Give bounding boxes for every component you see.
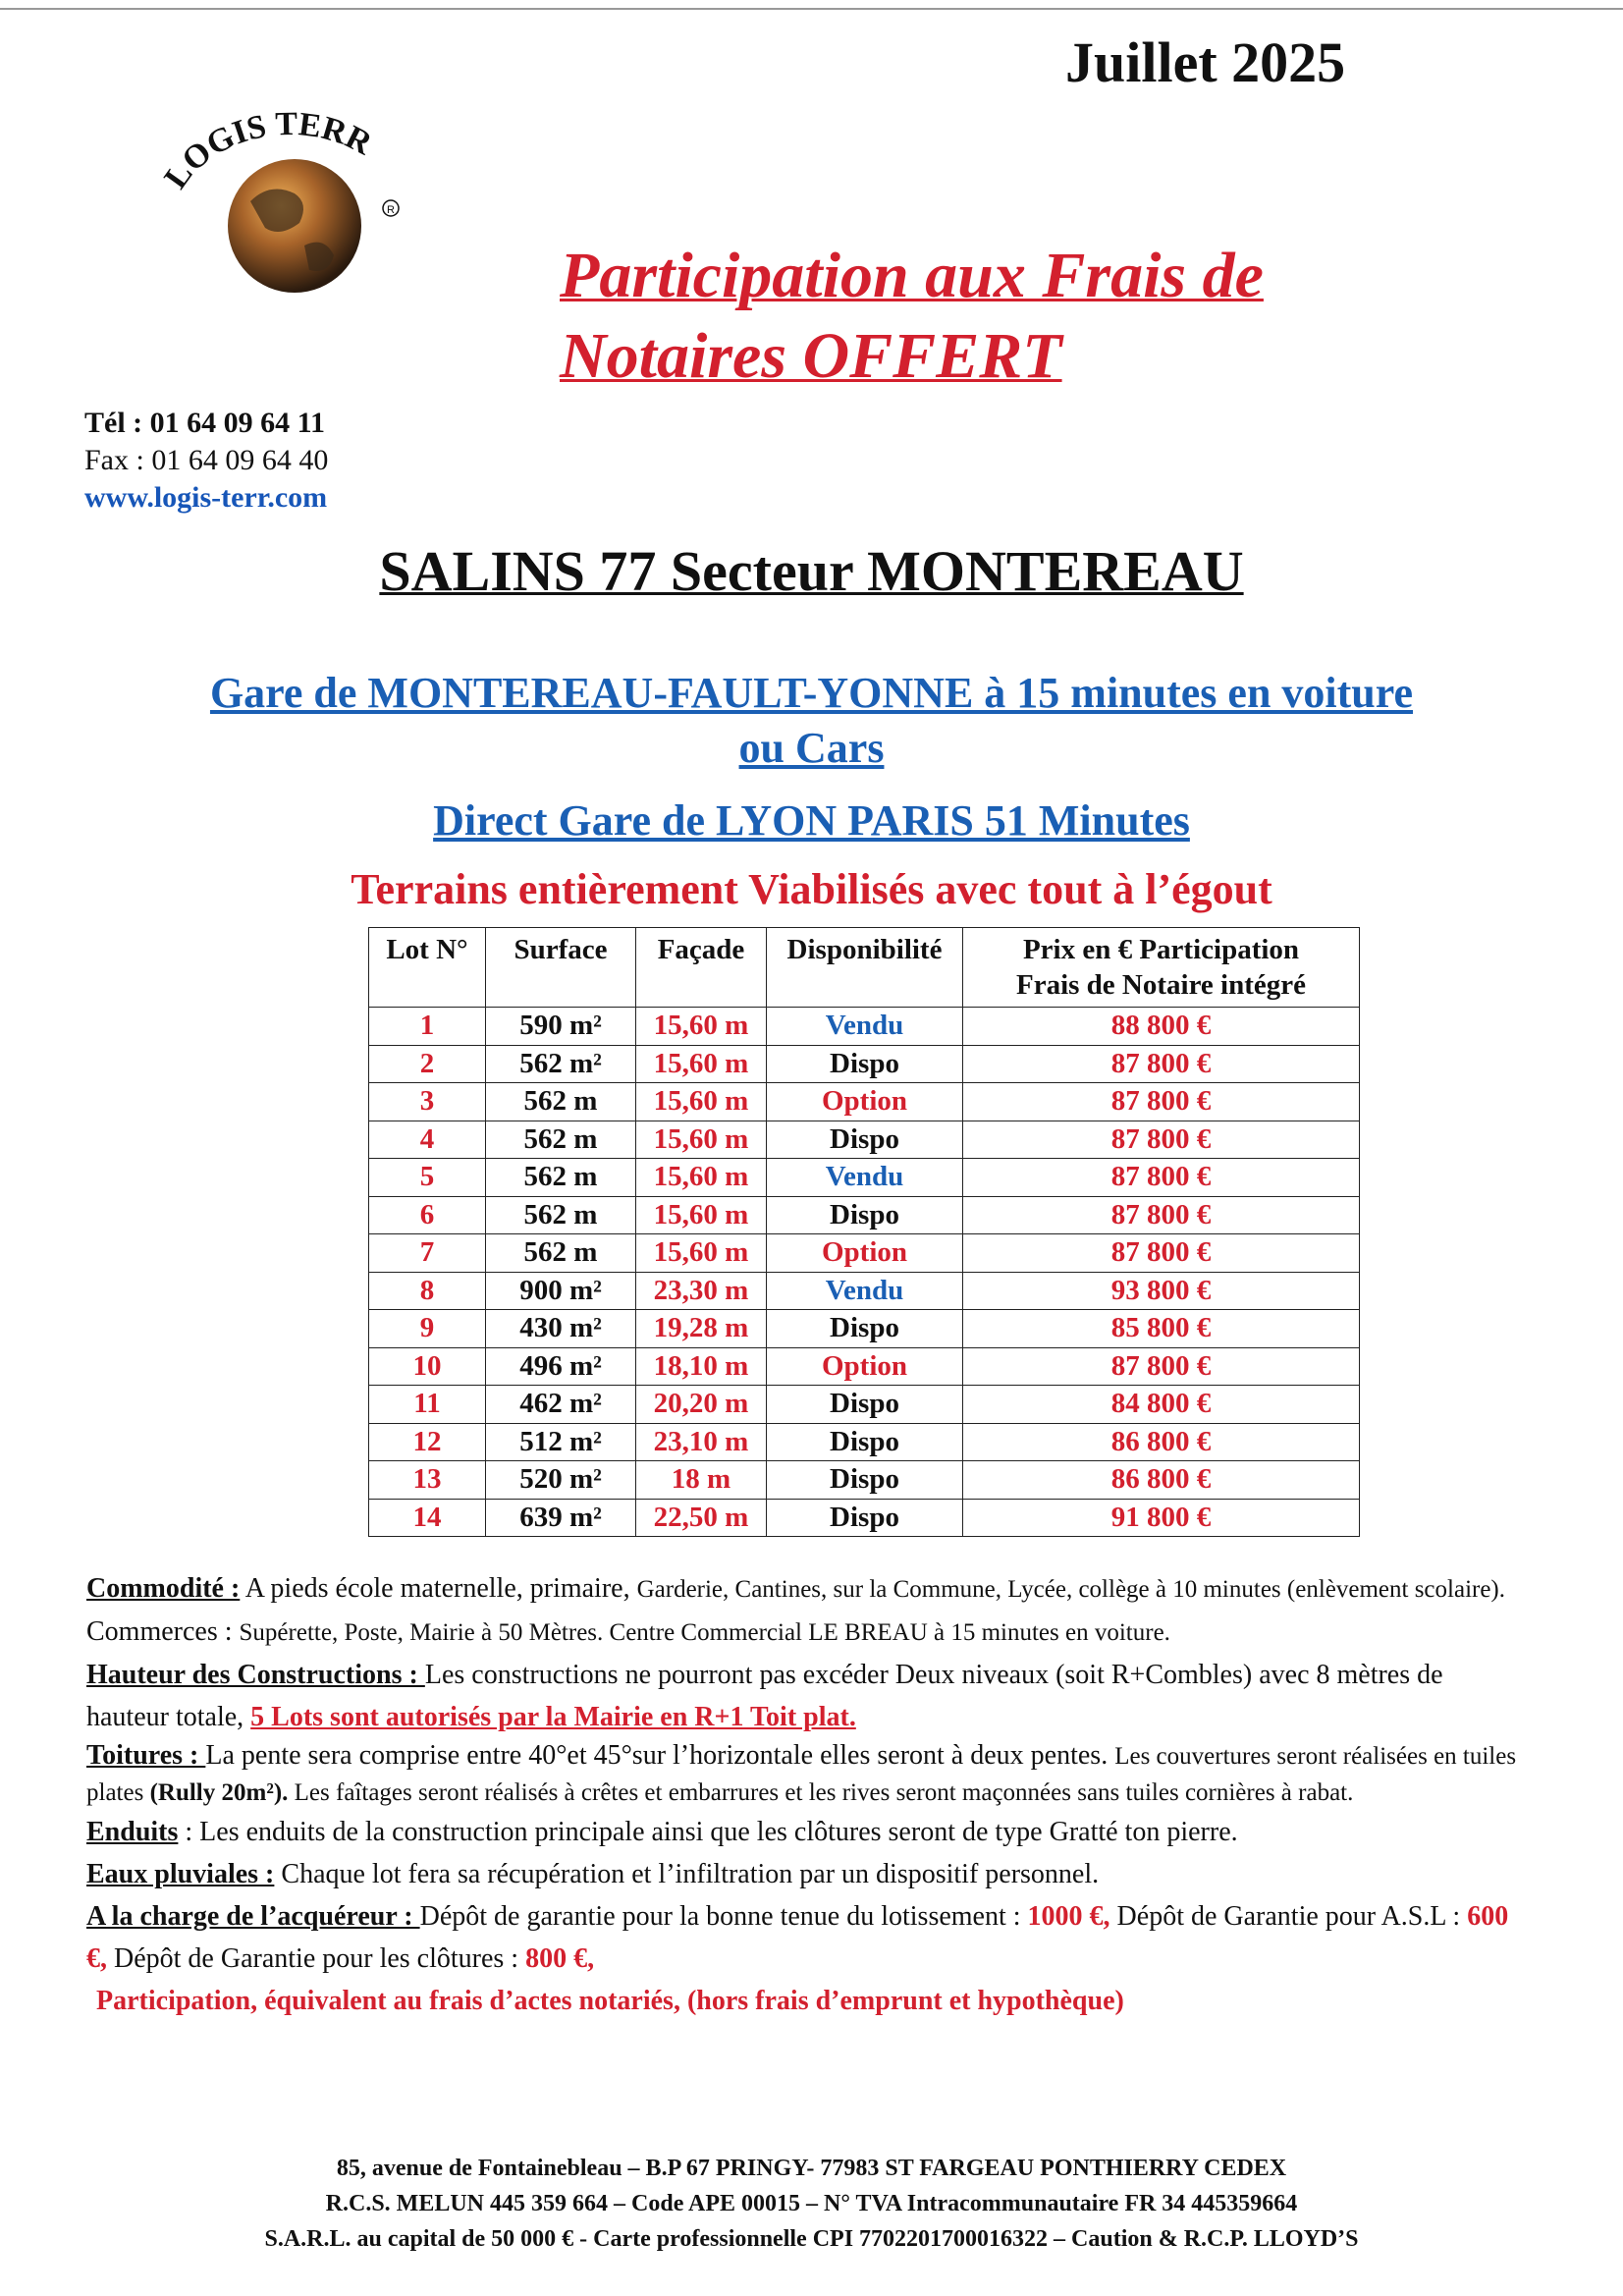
commodite-text-c: Commerces : bbox=[86, 1616, 240, 1647]
eaux-paragraph bbox=[86, 1853, 1518, 1895]
table-row bbox=[369, 1461, 1360, 1500]
cell-facade: 15,60 m bbox=[636, 1159, 767, 1197]
footer-capital: S.A.R.L. au capital de 50 000 € - Carte professionnelle CPI 7702201700016322 – Caution & R.C.P. LLOYD’S bbox=[264, 2226, 1359, 2252]
cell-price: 84 800 € bbox=[963, 1386, 1360, 1424]
cell-price: 87 800 € bbox=[963, 1196, 1360, 1234]
cell-price: 88 800 € bbox=[963, 1008, 1360, 1046]
cell-availability: Dispo bbox=[767, 1045, 963, 1083]
cell-facade: 20,20 m bbox=[636, 1386, 767, 1424]
cell-availability: Option bbox=[767, 1347, 963, 1386]
cell-lot: 5 bbox=[369, 1159, 486, 1197]
table-row bbox=[369, 1272, 1360, 1310]
svg-text:LOGIS TERR: LOGIS TERR bbox=[157, 108, 378, 196]
hauteur-paragraph bbox=[86, 1654, 1518, 1738]
cell-surface: 562 m bbox=[486, 1234, 636, 1273]
cell-lot: 3 bbox=[369, 1083, 486, 1121]
serviced-land-line: Terrains entièrement Viabilisés avec tout à l’égout bbox=[351, 865, 1272, 913]
eaux-text: Chaque lot fera sa récupération et l’infiltration par un dispositif personnel. bbox=[274, 1859, 1100, 1889]
cell-surface: 562 m bbox=[486, 1121, 636, 1159]
table-row bbox=[369, 1008, 1360, 1046]
footer-registration: R.C.S. MELUN 445 359 664 – Code APE 00015 – N° TVA Intracommunautaire FR 34 445359664 bbox=[325, 2191, 1298, 2216]
header-facade: Façade bbox=[636, 928, 767, 1008]
cell-facade: 23,30 m bbox=[636, 1272, 767, 1310]
table-row bbox=[369, 1310, 1360, 1348]
cell-availability: Option bbox=[767, 1234, 963, 1273]
header-surface: Surface bbox=[486, 928, 636, 1008]
table-row bbox=[369, 1083, 1360, 1121]
train-station-line-2: ou Cars bbox=[738, 724, 885, 772]
headline-line-2: Notaires OFFERT bbox=[560, 320, 1062, 392]
cell-price: 87 800 € bbox=[963, 1045, 1360, 1083]
toitures-paragraph bbox=[86, 1738, 1518, 1811]
cell-lot: 11 bbox=[369, 1386, 486, 1424]
eaux-label: Eaux pluviales : bbox=[86, 1859, 275, 1889]
commodite-label: Commodité : bbox=[86, 1573, 241, 1604]
cell-lot: 9 bbox=[369, 1310, 486, 1348]
cell-availability: Vendu bbox=[767, 1272, 963, 1310]
toitures-text-a: La pente sera comprise entre 40°et 45°sur l’horizontale elles seront à deux pentes. bbox=[205, 1740, 1115, 1771]
table-row bbox=[369, 1196, 1360, 1234]
footer bbox=[0, 2151, 1623, 2257]
table-row bbox=[369, 1386, 1360, 1424]
website-link[interactable]: www.logis-terr.com bbox=[84, 481, 328, 514]
train-station-info bbox=[0, 666, 1623, 776]
cell-surface: 462 m² bbox=[486, 1386, 636, 1424]
cell-price: 86 800 € bbox=[963, 1423, 1360, 1461]
table-row bbox=[369, 1347, 1360, 1386]
toitures-bold: (Rully 20m²). bbox=[149, 1779, 289, 1806]
cell-lot: 8 bbox=[369, 1272, 486, 1310]
cell-facade: 15,60 m bbox=[636, 1083, 767, 1121]
cell-availability: Dispo bbox=[767, 1196, 963, 1234]
charge-label: A la charge de l’acquéreur : bbox=[86, 1901, 420, 1932]
top-rule bbox=[0, 8, 1623, 10]
cell-surface: 512 m² bbox=[486, 1423, 636, 1461]
cell-price: 87 800 € bbox=[963, 1347, 1360, 1386]
cell-facade: 15,60 m bbox=[636, 1008, 767, 1046]
cell-lot: 1 bbox=[369, 1008, 486, 1046]
logis-terr-logo bbox=[157, 108, 422, 295]
cell-lot: 12 bbox=[369, 1423, 486, 1461]
cell-facade: 18 m bbox=[636, 1461, 767, 1500]
fax-number: Fax : 01 64 09 64 40 bbox=[84, 444, 329, 476]
notary-fees-note: Participation, équivalent au frais d’actes notariés, (hors frais d’emprunt et hypothèque) bbox=[96, 1986, 1124, 2016]
direct-paris-line: Direct Gare de LYON PARIS 51 Minutes bbox=[433, 796, 1190, 845]
cell-facade: 15,60 m bbox=[636, 1234, 767, 1273]
cell-lot: 4 bbox=[369, 1121, 486, 1159]
cell-surface: 639 m² bbox=[486, 1499, 636, 1537]
cell-price: 93 800 € bbox=[963, 1272, 1360, 1310]
charge-amount-3: 800 €, bbox=[525, 1943, 595, 1974]
cell-lot: 7 bbox=[369, 1234, 486, 1273]
charge-amount-1: 1000 €, bbox=[1027, 1901, 1110, 1932]
cell-facade: 15,60 m bbox=[636, 1045, 767, 1083]
headline bbox=[560, 236, 1264, 397]
cell-lot: 6 bbox=[369, 1196, 486, 1234]
commodite-text-b: Garderie, Cantines, sur la Commune, Lycée, collège à 10 minutes (enlèvement scolaire). bbox=[636, 1576, 1506, 1603]
headline-line-1: Participation aux Frais de bbox=[560, 240, 1264, 311]
cell-lot: 13 bbox=[369, 1461, 486, 1500]
cell-price: 87 800 € bbox=[963, 1234, 1360, 1273]
cell-price: 91 800 € bbox=[963, 1499, 1360, 1537]
hauteur-text: Les constructions ne pourront pas excéder Deux niveaux (soit R+Combles) avec 8 mètres de hauteur totale, bbox=[86, 1660, 1443, 1732]
cell-surface: 430 m² bbox=[486, 1310, 636, 1348]
table-row bbox=[369, 1499, 1360, 1537]
svg-text:R: R bbox=[387, 204, 395, 216]
cell-availability: Dispo bbox=[767, 1310, 963, 1348]
cell-lot: 2 bbox=[369, 1045, 486, 1083]
lots-table bbox=[368, 927, 1360, 1537]
conditions-section bbox=[86, 1567, 1518, 2022]
cell-surface: 520 m² bbox=[486, 1461, 636, 1500]
cell-facade: 19,28 m bbox=[636, 1310, 767, 1348]
commodite-paragraph bbox=[86, 1567, 1518, 1654]
cell-surface: 562 m bbox=[486, 1159, 636, 1197]
charge-amount-2: 600 €, bbox=[86, 1901, 1509, 1974]
cell-availability: Dispo bbox=[767, 1423, 963, 1461]
cell-surface: 562 m² bbox=[486, 1045, 636, 1083]
table-row bbox=[369, 1045, 1360, 1083]
header-price-line-1: Prix en € Participation bbox=[1022, 934, 1300, 965]
cell-surface: 590 m² bbox=[486, 1008, 636, 1046]
cell-facade: 23,10 m bbox=[636, 1423, 767, 1461]
hauteur-red-note: 5 Lots sont autorisés par la Mairie en R+1 Toit plat. bbox=[250, 1702, 856, 1732]
cell-availability: Vendu bbox=[767, 1008, 963, 1046]
cell-price: 87 800 € bbox=[963, 1083, 1360, 1121]
toitures-text-b: Les couvertures seront réalisées en tuiles plates bbox=[86, 1743, 1517, 1806]
lots-table-body bbox=[369, 1008, 1360, 1537]
table-header-row bbox=[369, 928, 1360, 1008]
cell-availability: Dispo bbox=[767, 1386, 963, 1424]
enduits-label: Enduits bbox=[86, 1817, 179, 1847]
cell-price: 86 800 € bbox=[963, 1461, 1360, 1500]
cell-availability: Vendu bbox=[767, 1159, 963, 1197]
commodite-text-a: A pieds école maternelle, primaire, bbox=[240, 1573, 637, 1604]
cell-availability: Dispo bbox=[767, 1461, 963, 1500]
cell-availability: Dispo bbox=[767, 1121, 963, 1159]
cell-facade: 15,60 m bbox=[636, 1121, 767, 1159]
toitures-text-c: Les faîtages seront réalisés à crêtes et embarrures et les rives seront maçonnées sans tuiles cornières à rabat. bbox=[288, 1779, 1354, 1806]
commodite-text-d: Supérette, Poste, Mairie à 50 Mètres. Centre Commercial LE BREAU à 15 minutes en voiture. bbox=[239, 1619, 1170, 1646]
cell-lot: 14 bbox=[369, 1499, 486, 1537]
cell-availability: Option bbox=[767, 1083, 963, 1121]
sector-title: SALINS 77 Secteur MONTEREAU bbox=[379, 539, 1244, 603]
header-price-line-2: Frais de Notaire intégré bbox=[1015, 969, 1306, 1001]
document-date: Juillet 2025 bbox=[1065, 30, 1346, 94]
cell-surface: 496 m² bbox=[486, 1347, 636, 1386]
cell-surface: 562 m bbox=[486, 1083, 636, 1121]
header-price bbox=[963, 928, 1360, 1008]
table-row bbox=[369, 1423, 1360, 1461]
charge-text-a: Dépôt de garantie pour la bonne tenue du lotissement : bbox=[419, 1901, 1028, 1932]
charge-text-b: Dépôt de Garantie pour A.S.L : bbox=[1109, 1901, 1468, 1932]
enduits-paragraph bbox=[86, 1811, 1518, 1853]
cell-facade: 22,50 m bbox=[636, 1499, 767, 1537]
train-station-line-1: Gare de MONTEREAU-FAULT-YONNE à 15 minutes en voiture bbox=[209, 669, 1414, 717]
table-row bbox=[369, 1121, 1360, 1159]
contact-block bbox=[84, 405, 328, 517]
table-row bbox=[369, 1159, 1360, 1197]
toitures-label: Toitures : bbox=[86, 1740, 206, 1771]
charge-text-c: Dépôt de Garantie pour les clôtures : bbox=[107, 1943, 526, 1974]
header-availability: Disponibilité bbox=[767, 928, 963, 1008]
footer-address: 85, avenue de Fontainebleau – B.P 67 PRINGY- 77983 ST FARGEAU PONTHIERRY CEDEX bbox=[336, 2156, 1287, 2181]
cell-facade: 15,60 m bbox=[636, 1196, 767, 1234]
cell-surface: 562 m bbox=[486, 1196, 636, 1234]
cell-price: 87 800 € bbox=[963, 1159, 1360, 1197]
enduits-text: : Les enduits de la construction principale ainsi que les clôtures seront de type Gratté ton pierre. bbox=[178, 1817, 1238, 1847]
cell-facade: 18,10 m bbox=[636, 1347, 767, 1386]
cell-availability: Dispo bbox=[767, 1499, 963, 1537]
cell-price: 87 800 € bbox=[963, 1121, 1360, 1159]
phone-number: Tél : 01 64 09 64 11 bbox=[84, 407, 325, 439]
cell-lot: 10 bbox=[369, 1347, 486, 1386]
cell-surface: 900 m² bbox=[486, 1272, 636, 1310]
charge-paragraph bbox=[86, 1895, 1518, 1980]
hauteur-label: Hauteur des Constructions : bbox=[86, 1660, 425, 1690]
cell-price: 85 800 € bbox=[963, 1310, 1360, 1348]
table-row bbox=[369, 1234, 1360, 1273]
header-lot: Lot N° bbox=[369, 928, 486, 1008]
